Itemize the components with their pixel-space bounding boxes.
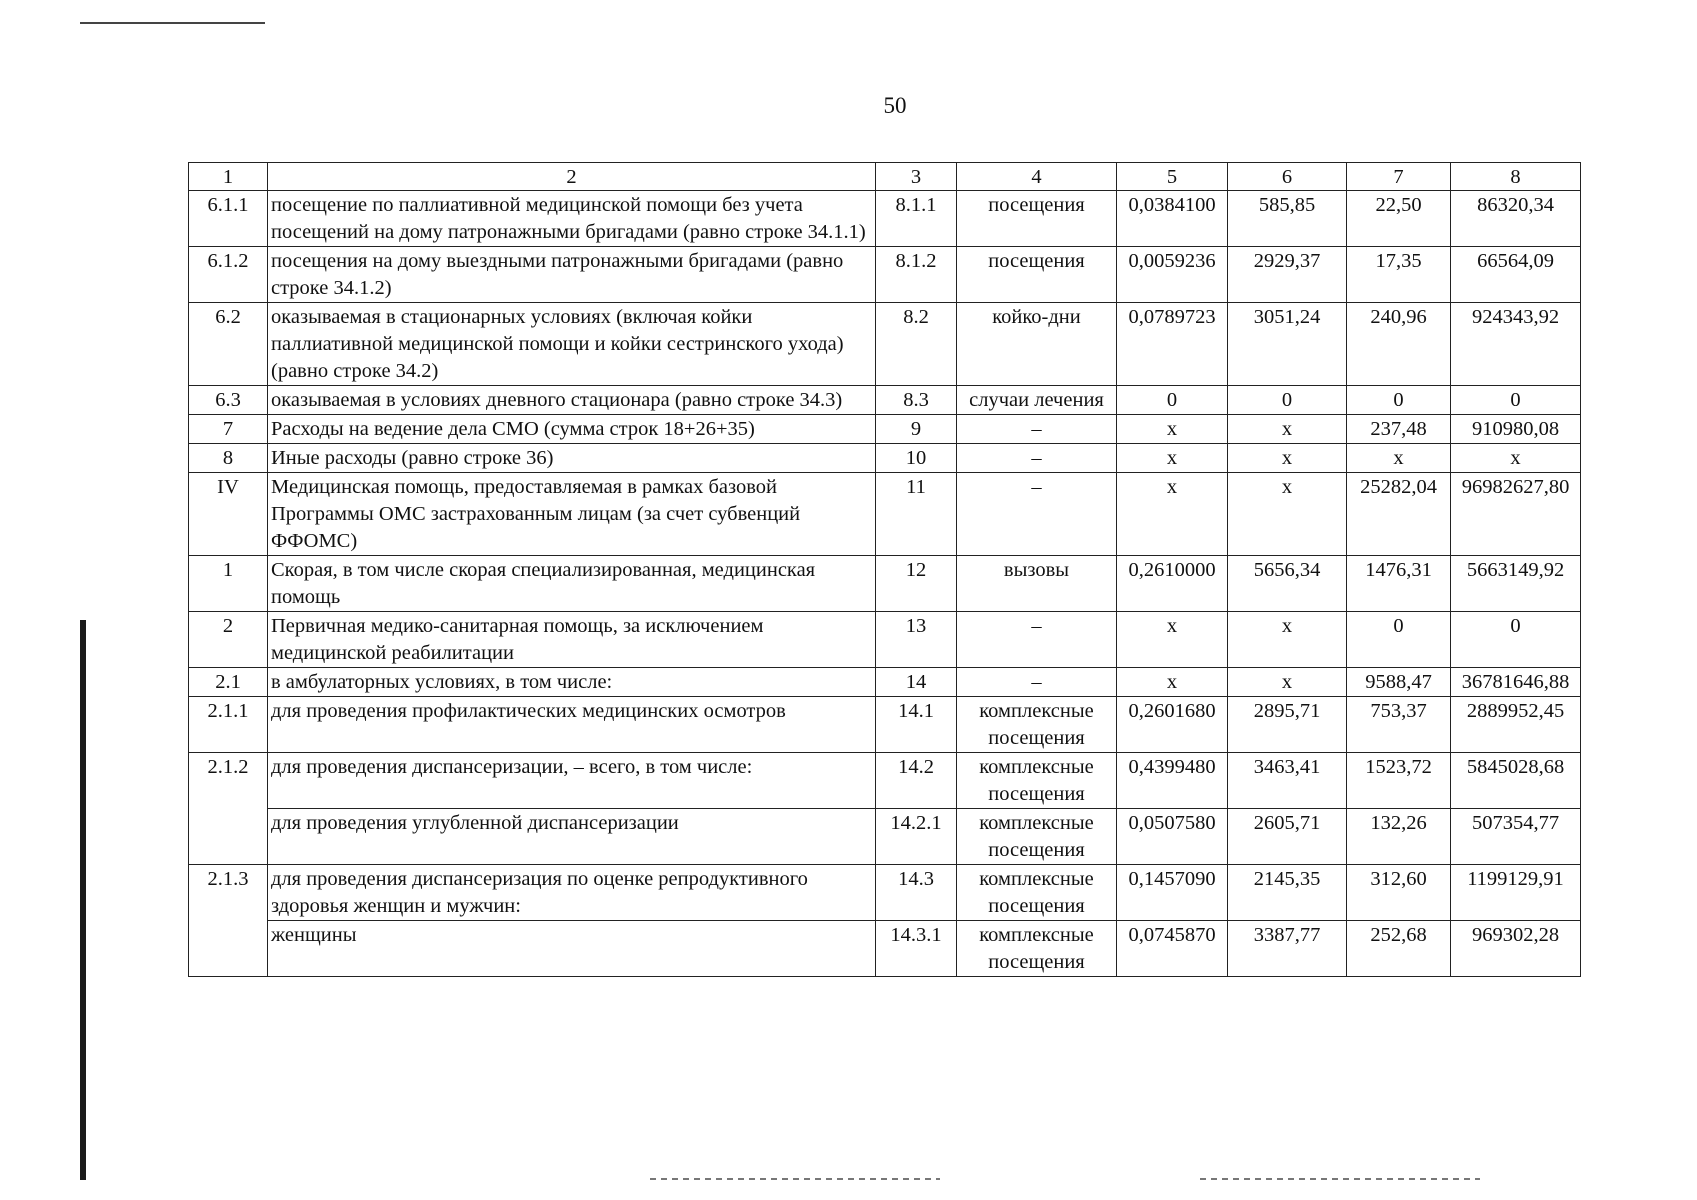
norm-volume-cell: х [1117, 668, 1228, 697]
norm-cost-cell: 2929,37 [1228, 247, 1347, 303]
unit-cell: – [957, 444, 1117, 473]
per-capita-cell: х [1347, 444, 1451, 473]
table-row [189, 415, 1581, 444]
norm-cost-cell: х [1228, 668, 1347, 697]
line-code-cell: 12 [876, 556, 957, 612]
row-name-cell: Первичная медико-санитарная помощь, за исключением медицинской реабилитации [268, 612, 876, 668]
column-header: 8 [1451, 163, 1581, 191]
table-row [189, 386, 1581, 415]
per-capita-cell: 252,68 [1347, 921, 1451, 977]
total-cost-cell: 0 [1451, 612, 1581, 668]
unit-cell: – [957, 473, 1117, 556]
total-cost-cell: 66564,09 [1451, 247, 1581, 303]
scan-binding-edge [80, 620, 86, 1180]
column-header: 4 [957, 163, 1117, 191]
norm-volume-cell: 0,1457090 [1117, 865, 1228, 921]
norm-volume-cell: 0,0059236 [1117, 247, 1228, 303]
row-name-cell: оказываемая в условиях дневного стационара (равно строке 34.3) [268, 386, 876, 415]
line-code-cell: 14.1 [876, 697, 957, 753]
unit-cell: комплексные посещения [957, 753, 1117, 809]
norm-volume-cell: 0 [1117, 386, 1228, 415]
total-cost-cell: 924343,92 [1451, 303, 1581, 386]
per-capita-cell: 312,60 [1347, 865, 1451, 921]
norm-cost-cell: 3387,77 [1228, 921, 1347, 977]
line-code-cell: 10 [876, 444, 957, 473]
norm-cost-cell: 3051,24 [1228, 303, 1347, 386]
row-name-cell: Скорая, в том числе скорая специализированная, медицинская помощь [268, 556, 876, 612]
line-code-cell: 14.2.1 [876, 809, 957, 865]
line-code-cell: 8.1.2 [876, 247, 957, 303]
row-name-cell: Медицинская помощь, предоставляемая в рамках базовой Программы ОМС застрахованным лицам (за счет субвенций ФФОМС) [268, 473, 876, 556]
norm-volume-cell: 0,4399480 [1117, 753, 1228, 809]
row-number-cell: IV [189, 473, 268, 556]
unit-cell: комплексные посещения [957, 921, 1117, 977]
row-number-cell: 2.1 [189, 668, 268, 697]
financing-table [188, 162, 1581, 977]
line-code-cell: 9 [876, 415, 957, 444]
table-row [189, 753, 1581, 809]
scan-artifact [650, 1178, 940, 1180]
norm-cost-cell: 5656,34 [1228, 556, 1347, 612]
table-row [189, 865, 1581, 921]
column-header: 5 [1117, 163, 1228, 191]
norm-cost-cell: 2145,35 [1228, 865, 1347, 921]
column-header: 2 [268, 163, 876, 191]
row-name-cell: для проведения профилактических медицинских осмотров [268, 697, 876, 753]
norm-volume-cell: 0,2601680 [1117, 697, 1228, 753]
line-code-cell: 8.3 [876, 386, 957, 415]
line-code-cell: 13 [876, 612, 957, 668]
total-cost-cell: 5663149,92 [1451, 556, 1581, 612]
unit-cell: посещения [957, 191, 1117, 247]
line-code-cell: 11 [876, 473, 957, 556]
row-name-cell: женщины [268, 921, 876, 977]
row-name-cell: в амбулаторных условиях, в том числе: [268, 668, 876, 697]
norm-cost-cell: 3463,41 [1228, 753, 1347, 809]
row-name-cell: Расходы на ведение дела СМО (сумма строк 18+26+35) [268, 415, 876, 444]
total-cost-cell: 1199129,91 [1451, 865, 1581, 921]
row-name-cell: для проведения диспансеризации, – всего, в том числе: [268, 753, 876, 809]
line-code-cell: 14.3 [876, 865, 957, 921]
per-capita-cell: 22,50 [1347, 191, 1451, 247]
table-row [189, 191, 1581, 247]
total-cost-cell: 910980,08 [1451, 415, 1581, 444]
norm-volume-cell: 0,0789723 [1117, 303, 1228, 386]
line-code-cell: 8.1.1 [876, 191, 957, 247]
total-cost-cell: 86320,34 [1451, 191, 1581, 247]
row-number-cell: 2.1.3 [189, 865, 268, 977]
norm-cost-cell: 0 [1228, 386, 1347, 415]
total-cost-cell: 2889952,45 [1451, 697, 1581, 753]
table-row [189, 809, 1581, 865]
norm-volume-cell: х [1117, 612, 1228, 668]
unit-cell: посещения [957, 247, 1117, 303]
total-cost-cell: х [1451, 444, 1581, 473]
norm-volume-cell: х [1117, 444, 1228, 473]
per-capita-cell: 0 [1347, 612, 1451, 668]
table-row [189, 444, 1581, 473]
table-row [189, 247, 1581, 303]
row-number-cell: 1 [189, 556, 268, 612]
norm-cost-cell: х [1228, 444, 1347, 473]
table-row [189, 303, 1581, 386]
column-header: 6 [1228, 163, 1347, 191]
norm-volume-cell: х [1117, 473, 1228, 556]
row-name-cell: посещения на дому выездными патронажными бригадами (равно строке 34.1.2) [268, 247, 876, 303]
row-number-cell: 8 [189, 444, 268, 473]
per-capita-cell: 132,26 [1347, 809, 1451, 865]
total-cost-cell: 969302,28 [1451, 921, 1581, 977]
norm-cost-cell: 2605,71 [1228, 809, 1347, 865]
unit-cell: койко-дни [957, 303, 1117, 386]
per-capita-cell: 9588,47 [1347, 668, 1451, 697]
table-row [189, 668, 1581, 697]
per-capita-cell: 1523,72 [1347, 753, 1451, 809]
unit-cell: – [957, 668, 1117, 697]
header-rule [80, 22, 265, 24]
norm-volume-cell: 0,0384100 [1117, 191, 1228, 247]
line-code-cell: 14 [876, 668, 957, 697]
per-capita-cell: 240,96 [1347, 303, 1451, 386]
row-name-cell: Иные расходы (равно строке 36) [268, 444, 876, 473]
total-cost-cell: 96982627,80 [1451, 473, 1581, 556]
norm-cost-cell: х [1228, 473, 1347, 556]
unit-cell: комплексные посещения [957, 809, 1117, 865]
total-cost-cell: 36781646,88 [1451, 668, 1581, 697]
table-row [189, 697, 1581, 753]
table-row [189, 473, 1581, 556]
per-capita-cell: 0 [1347, 386, 1451, 415]
row-number-cell: 6.2 [189, 303, 268, 386]
unit-cell: – [957, 415, 1117, 444]
column-header: 7 [1347, 163, 1451, 191]
row-number-cell: 2.1.1 [189, 697, 268, 753]
unit-cell: вызовы [957, 556, 1117, 612]
norm-cost-cell: 2895,71 [1228, 697, 1347, 753]
per-capita-cell: 237,48 [1347, 415, 1451, 444]
column-header: 3 [876, 163, 957, 191]
norm-cost-cell: 585,85 [1228, 191, 1347, 247]
row-number-cell: 2 [189, 612, 268, 668]
norm-cost-cell: х [1228, 612, 1347, 668]
line-code-cell: 14.2 [876, 753, 957, 809]
per-capita-cell: 25282,04 [1347, 473, 1451, 556]
unit-cell: комплексные посещения [957, 865, 1117, 921]
table-row [189, 921, 1581, 977]
per-capita-cell: 753,37 [1347, 697, 1451, 753]
row-number-cell: 2.1.2 [189, 753, 268, 865]
row-name-cell: оказываемая в стационарных условиях (включая койки паллиативной медицинской помощи и койки сестринского ухода) (равно строке 34.2) [268, 303, 876, 386]
per-capita-cell: 1476,31 [1347, 556, 1451, 612]
unit-cell: случаи лечения [957, 386, 1117, 415]
per-capita-cell: 17,35 [1347, 247, 1451, 303]
row-number-cell: 6.3 [189, 386, 268, 415]
norm-volume-cell: 0,0745870 [1117, 921, 1228, 977]
page-number: 50 [883, 93, 907, 118]
row-number-cell: 6.1.2 [189, 247, 268, 303]
column-number-row [189, 163, 1581, 191]
table-row [189, 556, 1581, 612]
norm-cost-cell: х [1228, 415, 1347, 444]
norm-volume-cell: х [1117, 415, 1228, 444]
total-cost-cell: 507354,77 [1451, 809, 1581, 865]
line-code-cell: 14.3.1 [876, 921, 957, 977]
row-name-cell: для проведения диспансеризация по оценке репродуктивного здоровья женщин и мужчин: [268, 865, 876, 921]
total-cost-cell: 0 [1451, 386, 1581, 415]
line-code-cell: 8.2 [876, 303, 957, 386]
table-row [189, 612, 1581, 668]
scan-artifact [1200, 1178, 1480, 1180]
row-number-cell: 7 [189, 415, 268, 444]
unit-cell: комплексные посещения [957, 697, 1117, 753]
column-header: 1 [189, 163, 268, 191]
total-cost-cell: 5845028,68 [1451, 753, 1581, 809]
unit-cell: – [957, 612, 1117, 668]
norm-volume-cell: 0,0507580 [1117, 809, 1228, 865]
row-name-cell: посещение по паллиативной медицинской помощи без учета посещений на дому патронажными бригадами (равно строке 34.1.1) [268, 191, 876, 247]
row-name-cell: для проведения углубленной диспансеризации [268, 809, 876, 865]
row-number-cell: 6.1.1 [189, 191, 268, 247]
norm-volume-cell: 0,2610000 [1117, 556, 1228, 612]
